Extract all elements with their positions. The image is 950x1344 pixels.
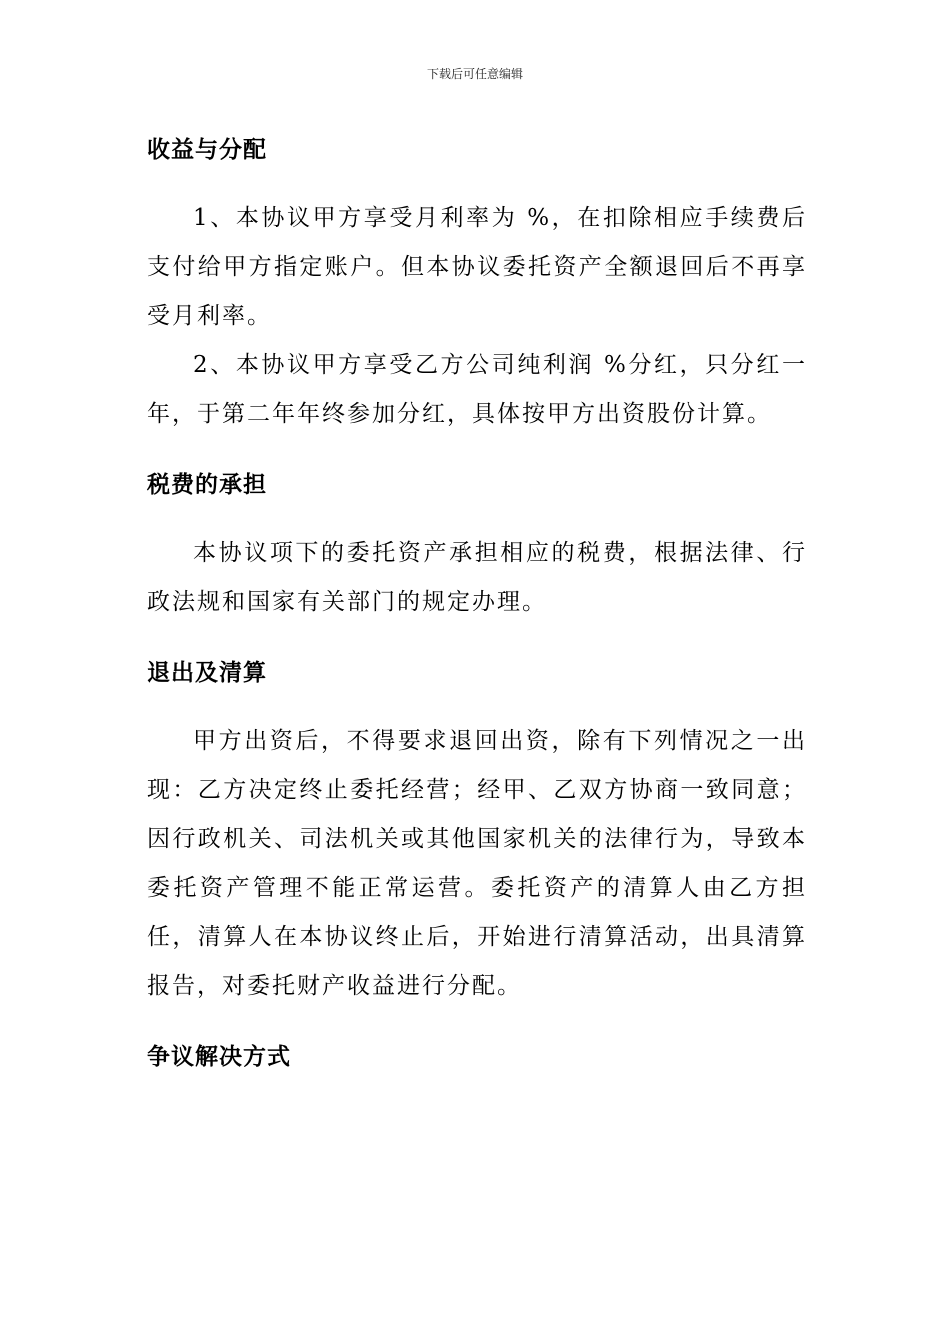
paragraph: 本协议项下的委托资产承担相应的税费，根据法律、行政法规和国家有关部门的规定办理。 xyxy=(147,540,807,615)
section-heading: 争议解决方式 xyxy=(147,1043,291,1070)
paragraph: 2、本协议甲方享受乙方公司纯利润 %分红，只分红一年，于第二年年终参加分红，具体按甲方出资股份计算。 xyxy=(147,352,807,427)
section-income-distribution xyxy=(147,130,807,439)
document-body xyxy=(147,130,807,1077)
section-heading: 收益与分配 xyxy=(147,136,267,163)
section-heading: 退出及清算 xyxy=(147,659,267,686)
section-dispute-resolution xyxy=(147,1037,807,1077)
paragraph: 甲方出资后，不得要求退回出资，除有下列情况之一出现：乙方决定终止委托经营；经甲、乙双方协商一致同意；因行政机关、司法机关或其他国家机关的法律行为，导致本委托资产管理不能正常运营。委托资产的清算人由乙方担任，清算人在本协议终止后，开始进行清算活动，出具清算报告，对委托财产收益进行分配。 xyxy=(147,728,807,999)
section-heading: 税费的承担 xyxy=(147,471,267,498)
page-header-note: 下载后可任意编辑 xyxy=(426,67,523,81)
paragraph: 1、本协议甲方享受月利率为 %，在扣除相应手续费后支付给甲方指定账户。但本协议委托资产全额退回后不再享受月利率。 xyxy=(147,205,807,329)
section-tax-burden xyxy=(147,465,807,627)
section-exit-liquidation xyxy=(147,653,807,1011)
